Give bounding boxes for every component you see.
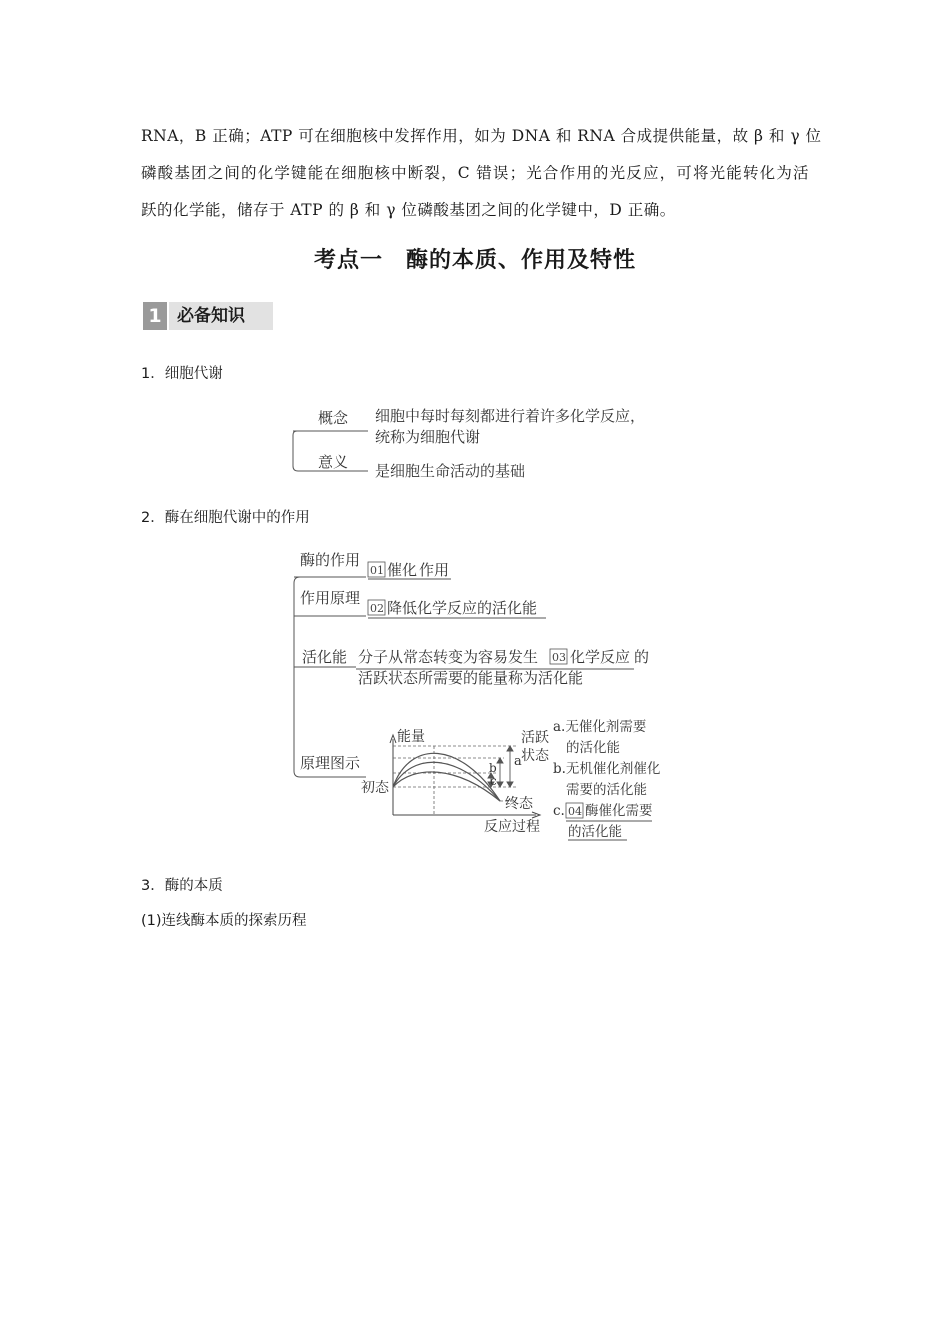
- x-axis-label: 反应过程: [484, 819, 540, 835]
- row3-text-c: 的: [634, 648, 650, 666]
- meaning-text: 是细胞生命活动的基础: [375, 462, 526, 480]
- start-label: 初态: [361, 780, 389, 796]
- legend-b-2: 需要的活化能: [566, 782, 647, 798]
- row3-text-b: 化学反应: [570, 648, 631, 666]
- concept-text-1: 细胞中每时每刻都进行着许多化学反应，: [375, 407, 646, 425]
- intro-line-3: 跃的化学能，储存于 ATP 的 β 和 γ 位磷酸基团之间的化学键中，D 正确。: [141, 201, 676, 219]
- metabolism-diagram: [0, 398, 950, 498]
- badge-label: 必备知识: [169, 302, 273, 330]
- knowledge-badge: [141, 300, 275, 332]
- mark-a: a: [514, 754, 522, 769]
- legend-a-2: 的活化能: [566, 740, 620, 756]
- badge-number: 1: [143, 302, 167, 330]
- intro-line-1: RNA，B 正确；ATP 可在细胞核中发挥作用，如为 DNA 和 RNA 合成提供能量，故 β 和 γ 位: [141, 127, 822, 145]
- row2-text: 降低化学反应的活化能: [387, 599, 538, 617]
- section-title: 考点一 酶的本质、作用及特性: [313, 248, 636, 273]
- active-label-1: 活跃: [521, 730, 549, 746]
- row2-num: 02: [370, 602, 384, 615]
- row3-text-a: 分子从常态转变为容易发生: [358, 648, 539, 666]
- row1-text-b: 作用: [419, 561, 450, 579]
- energy-graph: [361, 728, 550, 835]
- row1-num: 01: [370, 564, 384, 577]
- mark-c: c: [490, 774, 497, 788]
- row1-text-a: 催化: [387, 561, 418, 579]
- row4-label: 原理图示: [300, 754, 361, 772]
- legend-c-1: 酶催化需要: [585, 803, 653, 819]
- meaning-label: 意义: [318, 453, 349, 471]
- legend-c-prefix: c.: [553, 803, 565, 819]
- legend-b-1: b.无机催化剂催化: [553, 761, 661, 777]
- end-label: 终态: [505, 796, 533, 812]
- heading-enzyme-role: 2．酶在细胞代谢中的作用: [141, 510, 310, 526]
- enzyme-role-diagram: [0, 545, 950, 845]
- concept-label: 概念: [318, 409, 349, 427]
- active-label-2: 状态: [521, 748, 549, 764]
- heading-exploration-history: (1)连线酶本质的探索历程: [141, 913, 307, 929]
- legend-c-2: 的活化能: [568, 824, 622, 840]
- row3-num: 03: [552, 651, 566, 664]
- legend-a-1: a.无催化剂需要: [553, 719, 647, 735]
- row3-label: 活化能: [302, 648, 348, 666]
- mark-b: b: [489, 761, 497, 775]
- heading-cell-metabolism: 1．细胞代谢: [141, 366, 223, 382]
- row2-label: 作用原理: [300, 589, 361, 607]
- y-axis-label: 能量: [397, 729, 425, 745]
- heading-enzyme-nature: 3．酶的本质: [141, 878, 223, 894]
- legend-c-num: 04: [568, 805, 582, 818]
- concept-text-2: 统称为细胞代谢: [375, 428, 481, 446]
- row3-text-d: 活跃状态所需要的能量称为活化能: [358, 669, 584, 687]
- graph-legend: [553, 718, 660, 840]
- row1-label: 酶的作用: [300, 551, 361, 569]
- intro-paragraph: [141, 118, 822, 229]
- intro-line-2: 磷酸基团之间的化学键能在细胞核中断裂，C 错误；光合作用的光反应，可将光能转化为活: [141, 164, 809, 182]
